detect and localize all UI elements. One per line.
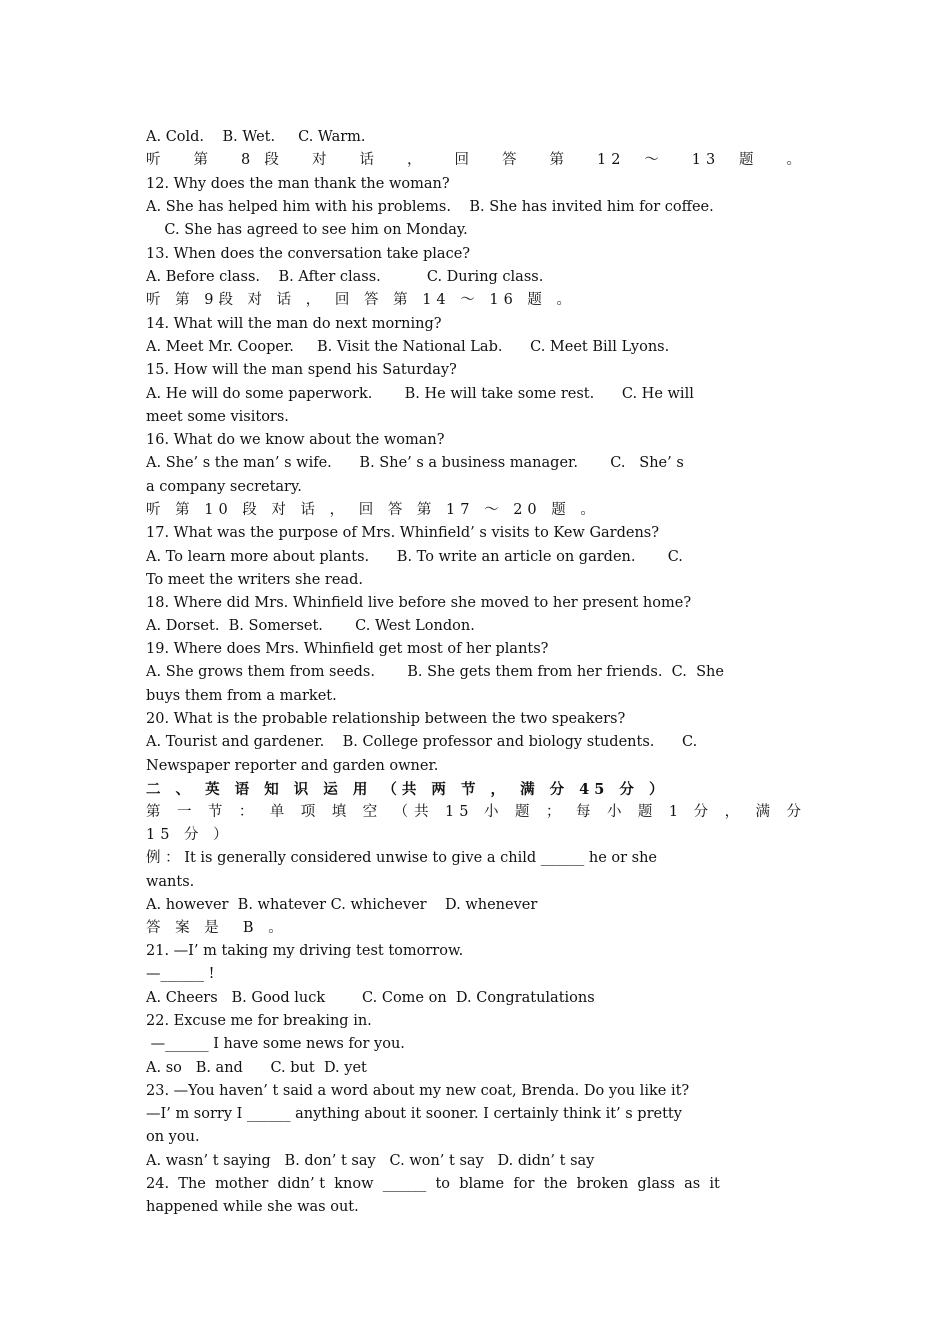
q20-question: 20. What is the probable relationship between the two speakers? <box>146 711 626 727</box>
q17-question: 17. What was the purpose of Mrs. Whinfield’ s visits to Kew Gardens? <box>146 525 660 541</box>
example-answer: 答 案 是 B 。 <box>146 920 288 936</box>
section-heading-dialogue-8: 听 第 8段 对 话 ， 回 答 第 12 ～ 13 题 。 <box>146 152 806 168</box>
example-options: A. however B. whatever C. whichever D. whenever <box>146 897 538 913</box>
q13-options: A. Before class. B. After class. C. During class. <box>146 269 544 285</box>
q22-options: A. so B. and C. but D. yet <box>146 1060 367 1076</box>
q23-response-line-2: on you. <box>146 1129 200 1145</box>
q23-response-line-1: —I’ m sorry I ______ anything about it sooner. I certainly think it’ s pretty <box>146 1106 682 1122</box>
part-two-heading: 二 、 英 语 知 识 运 用 （共 两 节 ， 满 分 45 分 ） <box>146 781 669 798</box>
q23-question: 23. —You haven’ t said a word about my new coat, Brenda. Do you like it? <box>146 1083 690 1099</box>
q20-options-line-2: Newspaper reporter and garden owner. <box>146 758 439 774</box>
example-question-cont: wants. <box>146 874 195 890</box>
q14-options: A. Meet Mr. Cooper. B. Visit the National Lab. C. Meet Bill Lyons. <box>146 339 670 355</box>
q16-options-line-2: a company secretary. <box>146 479 302 495</box>
section-heading-dialogue-10: 听 第 10 段 对 话 ， 回 答 第 17 ～ 20 题 。 <box>146 502 600 518</box>
q24-question-line-2: happened while she was out. <box>146 1199 359 1215</box>
q17-options-line-2: To meet the writers she read. <box>146 572 363 588</box>
q19-options-line-1: A. She grows them from seeds. B. She gets them from her friends. C. She <box>146 664 724 680</box>
q12-options-line-2: C. She has agreed to see him on Monday. <box>146 222 468 238</box>
q13-question: 13. When does the conversation take place? <box>146 246 471 262</box>
section-one-heading-cont: 15 分 ） <box>146 827 233 843</box>
q18-question: 18. Where did Mrs. Whinfield live before she moved to her present home? <box>146 595 692 611</box>
q18-options: A. Dorset. B. Somerset. C. West London. <box>146 618 475 634</box>
q22-question: 22. Excuse me for breaking in. <box>146 1013 372 1029</box>
q21-question: 21. —I’ m taking my driving test tomorrow. <box>146 943 464 959</box>
q15-options-line-2: meet some visitors. <box>146 409 289 425</box>
q15-question: 15. How will the man spend his Saturday? <box>146 362 457 378</box>
q21-blank: —______ ! <box>146 966 215 982</box>
q22-blank: —______ I have some news for you. <box>146 1036 405 1052</box>
q20-options-line-1: A. Tourist and gardener. B. College professor and biology students. C. <box>146 734 698 750</box>
q23-options: A. wasn’ t saying B. don’ t say C. won’ t say D. didn’ t say <box>146 1153 595 1169</box>
section-heading-dialogue-9: 听 第 9段 对 话 ， 回 答 第 14 ～ 16 题 。 <box>146 292 577 308</box>
q14-question: 14. What will the man do next morning? <box>146 316 442 332</box>
q12-options-line-1: A. She has helped him with his problems. B. She has invited him for coffee. <box>146 199 714 215</box>
q24-question-line-1: 24. The mother didn’ t know ______ to blame for the broken glass as it <box>146 1176 720 1192</box>
q19-options-line-2: buys them from a market. <box>146 688 337 704</box>
q16-question: 16. What do we know about the woman? <box>146 432 445 448</box>
q11-options: A. Cold. B. Wet. C. Warm. <box>146 129 366 145</box>
q17-options-line-1: A. To learn more about plants. B. To write an article on garden. C. <box>146 549 683 565</box>
q19-question: 19. Where does Mrs. Whinfield get most of her plants? <box>146 641 549 657</box>
example-question: 例 ： It is generally considered unwise to give a child ______ he or she <box>146 850 658 866</box>
q12-question: 12. Why does the man thank the woman? <box>146 176 450 192</box>
section-one-heading: 第 一 节 ： 单 项 填 空 （共 15 小 题 ； 每 小 题 1 分 ， 满 分 <box>146 804 806 820</box>
q21-options: A. Cheers B. Good luck C. Come on D. Congratulations <box>146 990 595 1006</box>
q15-options-line-1: A. He will do some paperwork. B. He will take some rest. C. He will <box>146 386 694 402</box>
q16-options-line-1: A. She’ s the man’ s wife. B. She’ s a business manager. C. She’ s <box>146 455 684 471</box>
